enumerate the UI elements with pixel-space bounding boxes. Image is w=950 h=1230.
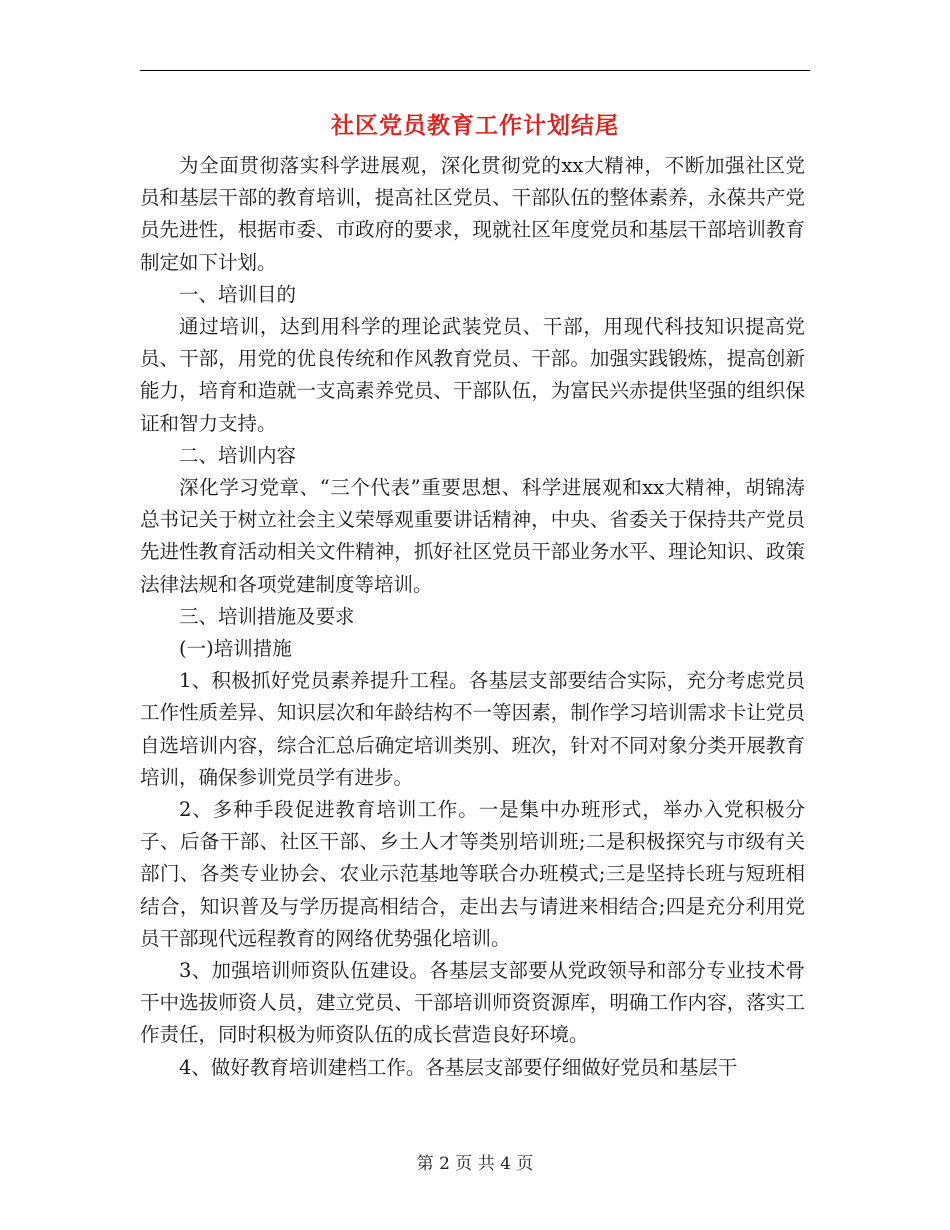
paragraph-measure-2: 2、多种手段促进教育培训工作。一是集中办班形式，举办入党积极分子、后备干部、社区干部、乡土人才等类别培训班;二是积极探究与市级有关部门、各类专业协会、农业示范基地等联合办班模式;三是坚持长班与短班相结合，知识普及与学历提高相结合，走出去与请进来相结合;四是充分利用党员干部现代远程教育的网络优势强化培训。 (140, 798, 805, 950)
document-body (140, 150, 805, 1084)
section-heading-purpose: 一、培训目的 (179, 282, 297, 306)
paragraph-measure-3: 3、加强培训师资队伍建设。各基层支部要从党政领导和部分专业技术骨干中选拔师资人员，建立党员、干部培训师资资源库，明确工作内容，落实工作责任，同时积极为师资队伍的成长营造良好环境。 (140, 959, 805, 1047)
page-number: 第 2 页 共 4 页 (416, 1154, 534, 1174)
paragraph-purpose: 通过培训，达到用科学的理论武装党员、干部，用现代科技知识提高党员、干部，用党的优良传统和作风教育党员、干部。加强实践锻炼，提高创新能力，培育和造就一支高素养党员、干部队伍，为富民兴赤提供坚强的组织保证和智力支持。 (140, 315, 805, 435)
paragraph-intro: 为全面贯彻落实科学进展观，深化贯彻党的xx大精神，不断加强社区党员和基层干部的教育培训，提高社区党员、干部队伍的整体素养，永葆共产党员先进性，根据市委、市政府的要求，现就社区年度党员和基层干部培训教育制定如下计划。 (140, 154, 805, 274)
subsection-heading-measures: (一)培训措施 (179, 637, 292, 661)
paragraph-measure-1: 1、积极抓好党员素养提升工程。各基层支部要结合实际，充分考虑党员工作性质差异、知识层次和年龄结构不一等因素，制作学习培训需求卡让党员自选培训内容，综合汇总后确定培训类别、班次，针对不同对象分类开展教育培训，确保参训党员学有进步。 (140, 669, 805, 789)
header-rule (140, 70, 810, 71)
paragraph-measure-4: 4、做好教育培训建档工作。各基层支部要仔细做好党员和基层干 (179, 1055, 738, 1079)
document-title: 社区党员教育工作计划结尾 (331, 112, 619, 139)
section-heading-measures: 三、培训措施及要求 (179, 604, 355, 628)
paragraph-content: 深化学习党章、“三个代表”重要思想、科学进展观和xx大精神，胡锦涛总书记关于树立社会主义荣辱观重要讲话精神，中央、省委关于保持共产党员先进性教育活动相关文件精神，抓好社区党员干部业务水平、理论知识、政策法律法规和各项党建制度等培训。 (140, 476, 805, 596)
section-heading-content: 二、培训内容 (179, 443, 297, 467)
